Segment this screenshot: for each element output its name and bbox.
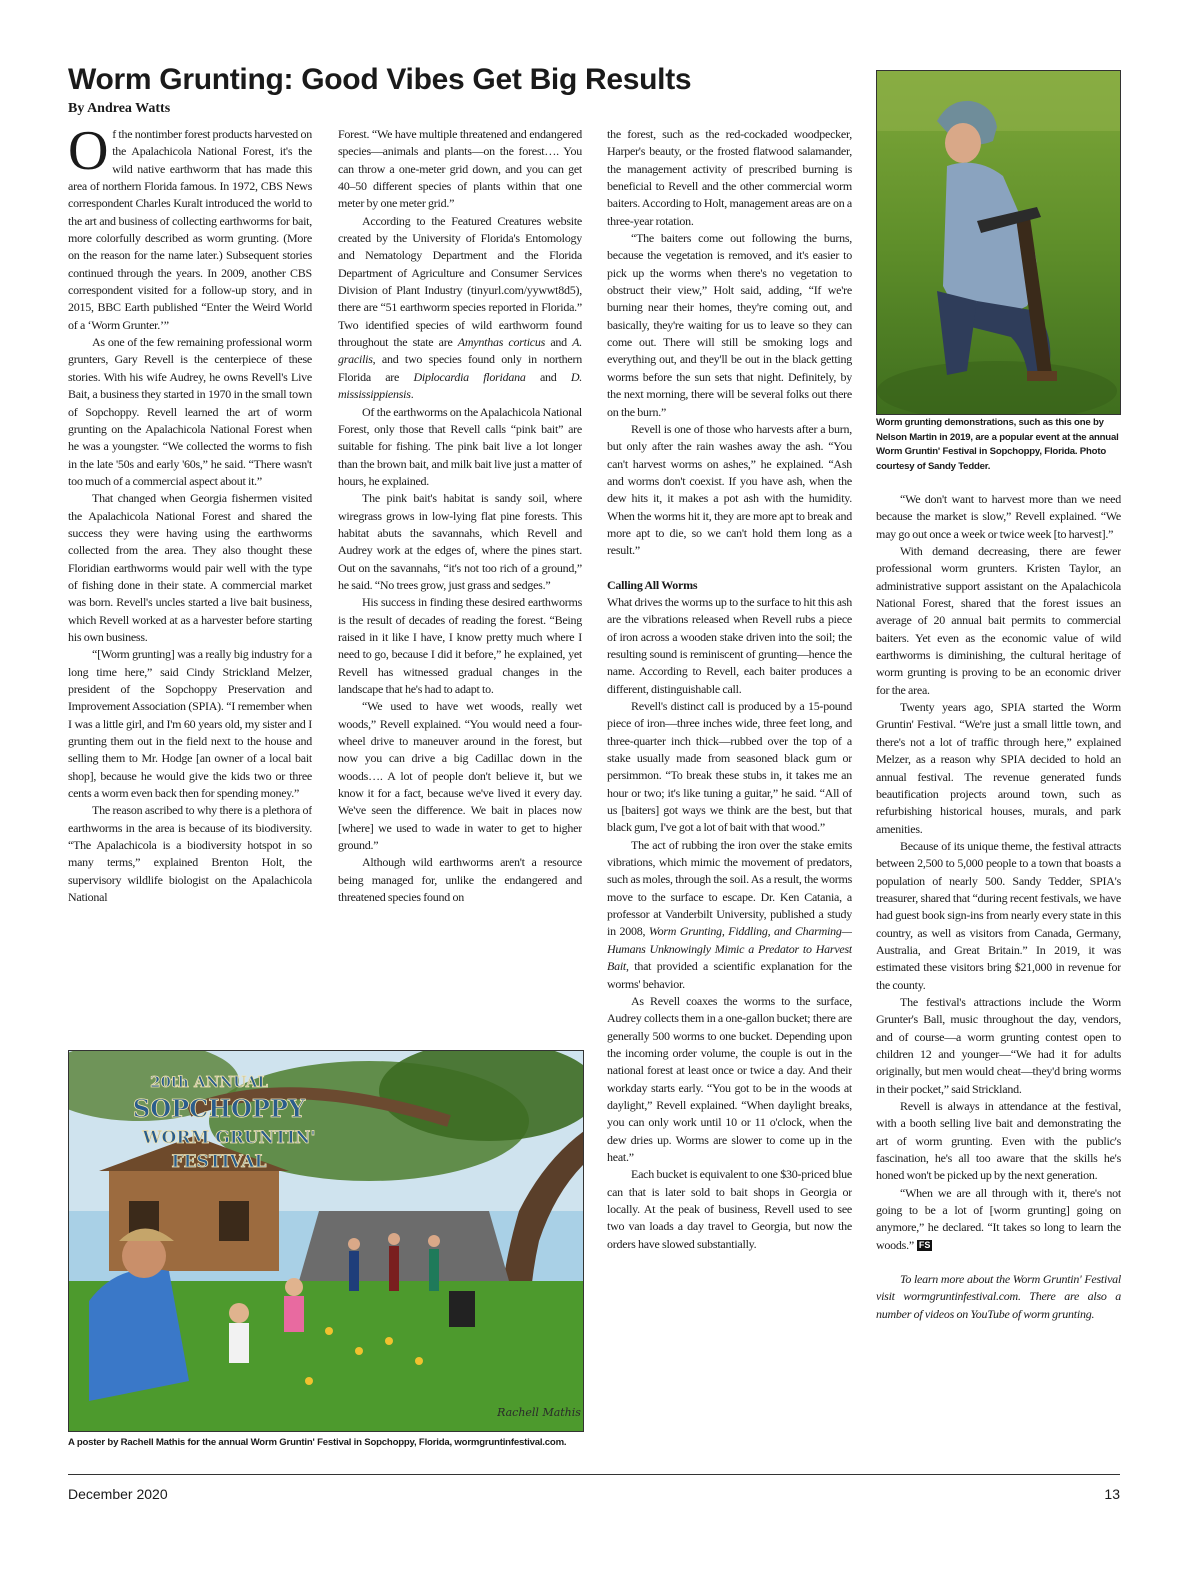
paragraph: “We don't want to harvest more than we need because the market is slow,” Revell explained. “We may go out once a week or twice week [to harvest].”	[876, 492, 1121, 541]
worm-grunting-photo	[876, 70, 1121, 415]
poster-signature: Rachell Mathis	[497, 1406, 581, 1419]
paragraph: His success in finding these desired earthworms is the result of decades of reading the forest. “Being raised in it like I have, I know pretty much where I need to go, because I did it before,” he explained, yet Revell has witnessed gradual changes in the landscape that he's had to adapt to.	[338, 595, 582, 696]
paragraph: The act of rubbing the iron over the stake emits vibrations, which mimic the movement of predators, such as moles, through the soil. As a result, the worms move to the surface to escape. Dr. Ken Catania, a professor at Vanderbilt University, published a study in 2008, Worm Grunting, Fiddling, and Charming—Humans Unknowingly Mimic a Predator to Harvest Bait, that provided a scientific explanation for the worms' behavior.	[607, 837, 852, 991]
paragraph: The festival's attractions include the Worm Grunter's Ball, music throughout the day, vendors, and of course—a worm grunting contest open to children 12 and younger—“We had it for adults originally, but men would cheat—they'd bring worms in their pocket,” said Strickland.	[876, 994, 1121, 1096]
paragraph: the forest, such as the red-cockaded woodpecker, Harper's beauty, or the frosted flatwood salamander, the management activity of prescribed burning is beneficial to Revell and the other commercial worm baiters. According to Holt, management areas are on a three-year rotation.	[607, 127, 852, 228]
paragraph: Revell's distinct call is produced by a 15-pound piece of iron—three inches wide, three feet long, and three-quarter inch thick—rubbed over the top of a stake usually made from seasoned black gum or persimmon. “To break these stubs in, it takes me an hour or two; it's like tuning a guitar,” he said. “All of us [baiters] got ways we think are the best, but that black gum, I've got a lot of bait with that wood.”	[607, 699, 852, 835]
paragraph: According to the Featured Creatures website created by the University of Florida's Entomology and Nematology Department and the Florida Department of Agriculture and Consumer Services Division of Plant Industry (tinyurl.com/yywwt8d5), there are “51 earthworm species reported in Florida.” Two identified species of wild earthworm found throughout the state are Amynthas corticus and A. gracilis, and two species found only in northern Florida are Diplocardia floridana and D. mississippiensis.	[338, 213, 582, 402]
paragraph: Of the nontimber forest products harvested on the Apalachicola National Forest, it's the wild native earthworm that has made this area of northern Florida famous. In 1972, CBS News correspondent Charles Kuralt introduced the world to the art and business of collecting earthworms for bait, more colorfully described as worm grunting. (More on the reason for the name later.) Subsequent stories continued through the years. In 2009, another CBS correspondent visited for a follow-up story, and in 2015, BBC Earth published “Enter the Weird World of a ‘Worm Grunter.’”	[68, 126, 312, 332]
paragraph: As Revell coaxes the worms to the surface, Audrey collects them in a one-gallon bucket; there are generally 500 worms to one bucket. Depending upon the incoming order volume, the couple is out in the national forest at least once or twice a day. And their workday starts early. “You got to be in the woods at daylight,” Revell explained. “When daylight breaks, you can only work until 10 or 11 o'clock, when the dew dries up. Worms are slower to come up in the heat.”	[607, 993, 852, 1164]
closing-note: To learn more about the Worm Gruntin' Festival visit wormgruntinfestival.com. There are also a number of videos on YouTube of worm grunting.	[876, 1272, 1121, 1321]
paragraph: What drives the worms up to the surface to hit this ash are the vibrations released when Revell rubs a piece of iron across a wooden stake driven into the soil; the resulting sound is reminiscent of grunting—hence the name. According to Revell, each baiter produces a different, distinguishable call.	[607, 594, 852, 696]
paragraph: “We used to have wet woods, really wet woods,” Revell explained. “You would need a four-wheel drive to maneuver around in the forest, but now you can drive a big Cadillac down in the woods…. A lot of people don't believe it, but we know it for a fact, because we've lived it every day. We've seen the difference. We bait in places now [where] we used to wade in water to get to higher ground.”	[338, 699, 582, 853]
paragraph: Although wild earthworms aren't a resource being managed for, unlike the endangered and threatened species found on	[338, 855, 582, 905]
paragraph: Twenty years ago, SPIA started the Worm Gruntin' Festival. “We're just a small little town, and there's not a lot of traffic through here,” explained Melzer, as a reason why SPIA decided to hold an annual festival. The revenue generated funds beautification projects around town, such as refurbishing historical houses, murals, and park amenities.	[876, 700, 1121, 836]
column-4	[876, 491, 1121, 1453]
photo-caption: Worm grunting demonstrations, such as this one by Nelson Martin in 2019, are a popular event at the annual Worm Gruntin' Festival in Sopchoppy, Florida. Photo courtesy of Sandy Tedder.	[876, 417, 1119, 472]
paragraph: “The baiters come out following the burns, because the vegetation is removed, and it's easier to pick up the worms when there's no vegetation to obstruct their view,” Holt said, adding, “If we're burning near their homes, they're coming out, and basically, they're waiting for us to leave so they can come out. There will still be smoking logs and everything out, and they'll be out in the black getting worms before the sun sets that night. Definitely, by the next morning, there will be several folks out there on the burn.”	[607, 231, 852, 419]
paragraph: Revell is one of those who harvests after a burn, but only after the rain washes away the ash. “You can't harvest worms on ashes,” he explained. “Ash and worms don't coexist. If you have ash, when the dew hits it, it makes a pot ash with the humidity. When the worms hit it, they are more apt to break and more apt to die, so we can't hold them long as a result.”	[607, 421, 852, 558]
paragraph: The reason ascribed to why there is a plethora of earthworms in the area is because of its biodiversity. “The Apalachicola is a biodiversity hotspot in so many terms,” explained Brenton Holt, the supervisory wildlife biologist on the Apalachicola National	[68, 803, 312, 905]
paragraph: Forest. “We have multiple threatened and endangered species—animals and plants—on the forest…. You can throw a one-meter grid down, and you can get 40–50 different species of plants within that one meter by one meter grid.”	[338, 127, 582, 211]
paragraph: Because of its unique theme, the festival attracts between 2,500 to 5,000 people to a town that boasts a population of nearly 500. Sandy Tedder, SPIA's treasurer, shared that “during recent festivals, we have had guest book sign-ins from nearly every state in this country, as well as visitors from Canada, Germany, Australia, and Great Britain.” In 2019, it was estimated these visitors bring $21,000 in revenue for the county.	[876, 838, 1121, 992]
paragraph: That changed when Georgia fishermen visited the Apalachicola National Forest and shared the success they were having using the earthworms collected from the area. They also thought these Floridian earthworms would pair well with the type of fishing done in their state. A commercial market was born. Revell's uncles started a live bait business, which Revell worked at as a harvester before starting his own business.	[68, 491, 312, 644]
poster-line-3: WORM GRUNTIN'	[142, 1128, 316, 1148]
paragraph: Revell is always in attendance at the festival, with a booth selling live bait and demonstrating the art of worm grunting. Even with the public's fascination, he's all too aware that the skills he's honed won't be picked up by the next generation.	[876, 1099, 1121, 1183]
poster-line-2: SOPCHOPPY	[132, 1094, 306, 1123]
paragraph: “[Worm grunting] was a really big industry for a long time here,” said Cindy Strickland Melzer, president of the Sopchoppy Preservation and Improvement Association (SPIA). “I remember when I was a little girl, and I'm 60 years old, my sister and I grunting them out in the field next to the house and selling them to Mr. Hodge [an owner of a local bait shop], because he would give the kids two or three cents a worm even back then for spending money.”	[68, 647, 312, 801]
footer-rule	[68, 1474, 1120, 1475]
festival-poster	[68, 1050, 584, 1432]
paragraph: Each bucket is equivalent to one $30-priced blue can that is later sold to bait shops in Georgia or locally. At the peak of business, Revell used to see two van loads a day travel to Georgia, but now the orders have slowed substantially.	[607, 1167, 852, 1251]
drop-cap: O	[68, 126, 109, 182]
poster-line-1: 20th ANNUAL	[150, 1073, 268, 1091]
end-mark-logo: FS	[918, 1239, 931, 1250]
poster-line-4: FESTIVAL	[171, 1152, 267, 1172]
column-2	[338, 126, 582, 1034]
poster-caption: A poster by Rachell Mathis for the annual Worm Gruntin' Festival in Sopchoppy, Florida, wormgruntinfestival.com.	[68, 1437, 567, 1448]
paragraph: As one of the few remaining professional worm grunters, Gary Revell is the centerpiece of these stories. With his wife Audrey, he owns Revell's Live Bait, a business they started in 1970 in the small town of Sopchoppy. Revell learned the art of worm grunting on the Apalachicola National Forest when he was a youngster. “We collected the worms to fish in the late '50s and early '60s,” he said. “There wasn't too much of a commercial aspect about it.”	[68, 335, 312, 488]
footer-date: December 2020	[68, 1486, 168, 1502]
paragraph: With demand decreasing, there are fewer professional worm grunters. Kristen Taylor, an administrative support assistant on the Apalachicola National Forest, shared that the forest issues an average of 20 annual bait permits to commercial baiters. Yet even as the economic value of wild earthworms is diminishing, the cultural heritage of worm grunting is proving to be an economic driver for the area.	[876, 544, 1121, 697]
paragraph: The pink bait's habitat is sandy soil, where wiregrass grows in low-lying flat pine forests. This habitat abuts the savannahs, which Revell and Audrey work at the edges of, where the pines start. Out on the savannahs, “it's not too rich of a ground,” he said. “No trees grow, just grass and sedges.”	[338, 491, 582, 592]
byline: By Andrea Watts	[68, 101, 171, 116]
section-heading: Calling All Worms	[607, 577, 698, 592]
page-number: 13	[1104, 1486, 1120, 1502]
paragraph: Of the earthworms on the Apalachicola National Forest, only those that Revell calls “pink bait” are suitable for fishing. The pink bait live a lot longer than the brown bait, and milk bait live just a matter of hours, he explained.	[338, 404, 582, 488]
article-title: Worm Grunting: Good Vibes Get Big Results	[68, 63, 692, 96]
column-1	[68, 126, 312, 1034]
paragraph: “When we are all through with it, there's not going to be a lot of [worm grunting] going on anymore,” he declared. “It takes so long to learn the woods.” FS	[876, 1185, 1121, 1252]
column-3	[607, 126, 852, 1452]
